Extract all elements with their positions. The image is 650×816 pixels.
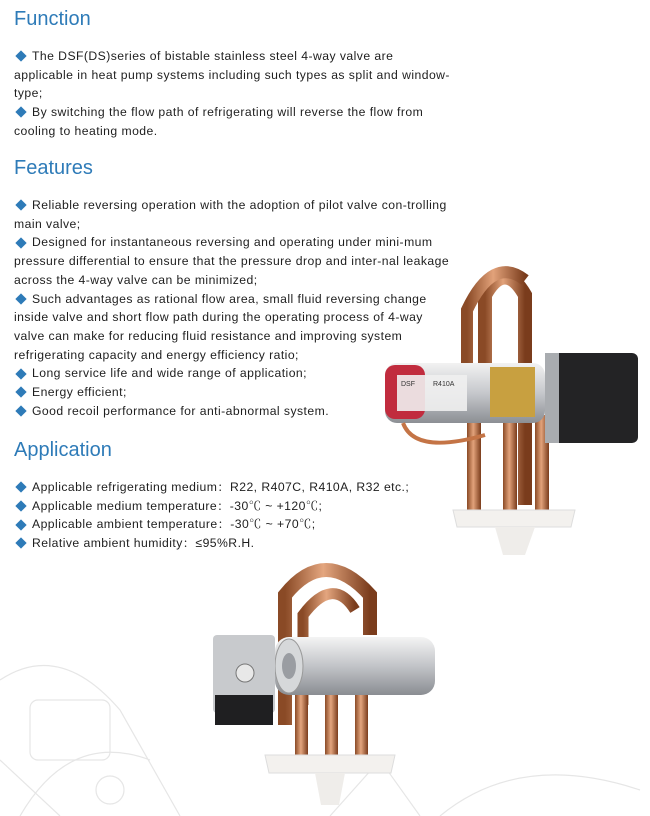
bullet-diamond-icon	[15, 293, 26, 304]
features-item-text: Reliable reversing operation with the adoption of pilot valve con-trolling main valve;	[14, 198, 447, 231]
application-item-text: Relative ambient humidity：≤95%R.H.	[32, 536, 255, 551]
function-heading: Function	[14, 8, 91, 30]
valve-label-refrigerant: R410A	[433, 381, 455, 388]
bullet-diamond-icon	[15, 482, 26, 493]
bullet-diamond-icon	[15, 51, 26, 62]
function-list	[14, 47, 454, 141]
function-item	[14, 47, 454, 103]
features-item-text: Long service life and wide range of application;	[32, 366, 307, 381]
features-item-text: Good recoil performance for anti-abnormal system.	[32, 403, 330, 418]
bullet-diamond-icon	[15, 368, 26, 379]
bullet-diamond-icon	[15, 107, 26, 118]
application-heading: Application	[14, 439, 112, 461]
features-item-text: Energy efficient;	[32, 385, 127, 400]
valve-label-model: DSF	[401, 381, 415, 388]
four-way-valve-photo-upper	[375, 255, 650, 560]
features-item-text: Such advantages as rational flow area, small fluid reversing change inside valve and short flow path during the operating process of 4-way valve can make for reducing fluid resistance and improving system refrigerating capacity and energy efficiency ratio;	[14, 291, 427, 362]
features-item-text: Designed for instantaneous reversing and operating under mini-mum pressure differential to ensure that the pressure drop and inter-nal leakage across the 4-way valve can be minimized;	[14, 235, 450, 287]
function-item-text: The DSF(DS)series of bistable stainless steel 4-way valve are applicable in heat pump systems including such types as split and window-type;	[14, 49, 450, 101]
bullet-diamond-icon	[15, 519, 26, 530]
application-item-text: Applicable ambient temperature：-30℃ ~ +70℃;	[32, 517, 316, 532]
function-item	[14, 103, 454, 140]
application-item-text: Applicable refrigerating medium：R22, R407C, R410A, R32 etc.;	[32, 480, 410, 494]
bullet-diamond-icon	[15, 405, 26, 416]
application-item-text: Applicable medium temperature：-30℃ ~ +120℃;	[32, 498, 323, 513]
bullet-diamond-icon	[15, 500, 26, 511]
bullet-diamond-icon	[15, 387, 26, 398]
features-heading: Features	[14, 157, 93, 179]
four-way-valve-photo-lower	[205, 555, 445, 815]
function-item-text: By switching the flow path of refrigerating will reverse the flow from cooling to heating mode.	[14, 105, 424, 138]
bullet-diamond-icon	[15, 237, 26, 248]
features-item	[14, 196, 454, 233]
bullet-diamond-icon	[15, 538, 26, 549]
bullet-diamond-icon	[15, 200, 26, 211]
